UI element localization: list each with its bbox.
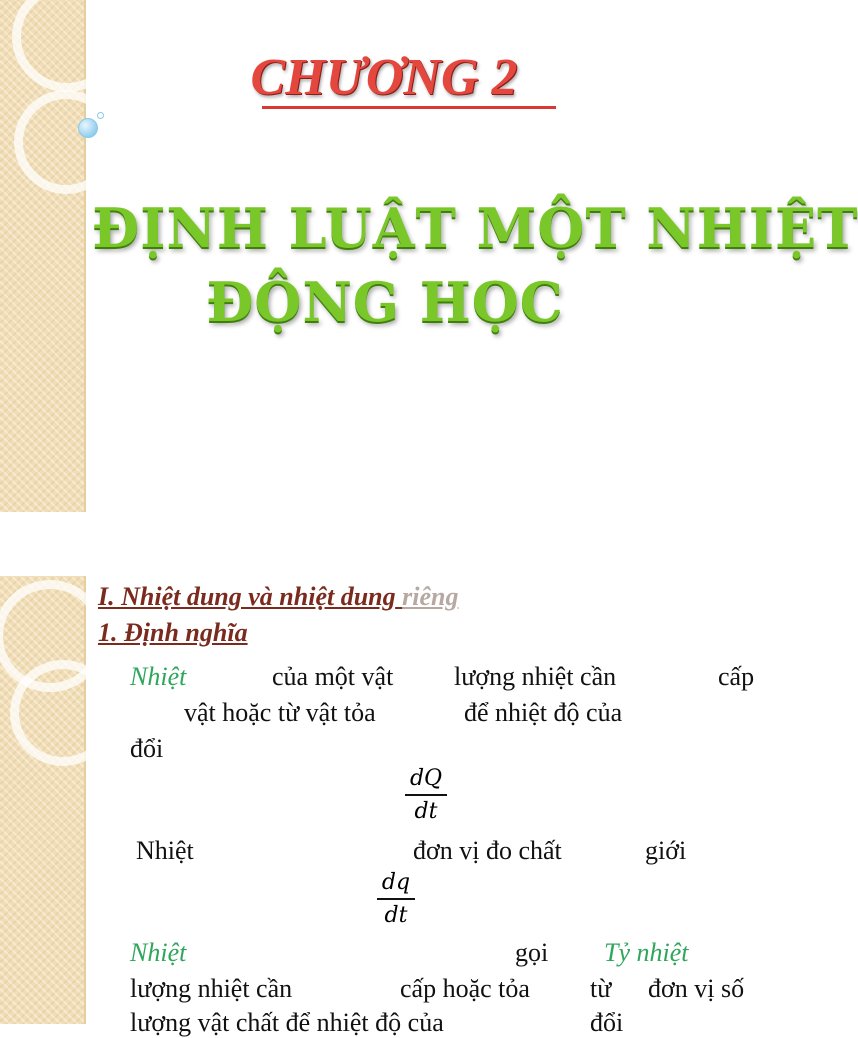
slide-title	[0, 0, 858, 512]
body-text: lượng nhiệt cần	[454, 662, 617, 691]
body-text: của một vật	[272, 662, 394, 691]
section-heading: I. Nhiệt dung và nhiệt dung riêng	[98, 582, 459, 611]
body-text: để nhiệt độ của	[464, 698, 623, 727]
body-text: đơn vị đo chất	[413, 836, 562, 865]
chapter-heading: CHƯƠNG 2	[250, 49, 518, 106]
body-text: giới	[645, 836, 687, 865]
term-text: Nhiệt	[130, 662, 187, 691]
fraction-dq-dt-specific: dq dt	[377, 870, 415, 928]
body-text: cấp hoặc tỏa	[400, 974, 530, 1003]
body-text: gọi	[515, 938, 549, 967]
body-text: lượng nhiệt cần	[130, 974, 293, 1003]
bubble-icon	[97, 112, 104, 119]
body-text: Nhiệt	[136, 836, 194, 865]
body-text: cấp	[718, 662, 755, 691]
decorative-ring	[10, 660, 116, 766]
body-text: vật hoặc từ vật tỏa	[184, 698, 376, 727]
bubble-icon	[78, 118, 98, 138]
title-line-1: ĐỊNH LUẬT MỘT NHIỆT	[92, 196, 858, 260]
body-text: từ	[590, 974, 612, 1003]
title-line-2: ĐỘNG HỌC	[206, 270, 564, 334]
slide-separator	[0, 512, 768, 576]
body-text: đổi	[590, 1008, 624, 1037]
term-text: Tỷ nhiệt	[604, 938, 689, 967]
term-text: Nhiệt	[130, 938, 187, 967]
chapter-underline	[262, 106, 556, 109]
subsection-heading: 1. Định nghĩa	[98, 618, 248, 647]
fraction-dq-dt: dQ dt	[405, 766, 447, 824]
body-text: lượng vật chất để nhiệt độ của	[130, 1008, 444, 1037]
body-text: đổi	[130, 734, 164, 763]
body-text: đơn vị số	[648, 974, 745, 1003]
